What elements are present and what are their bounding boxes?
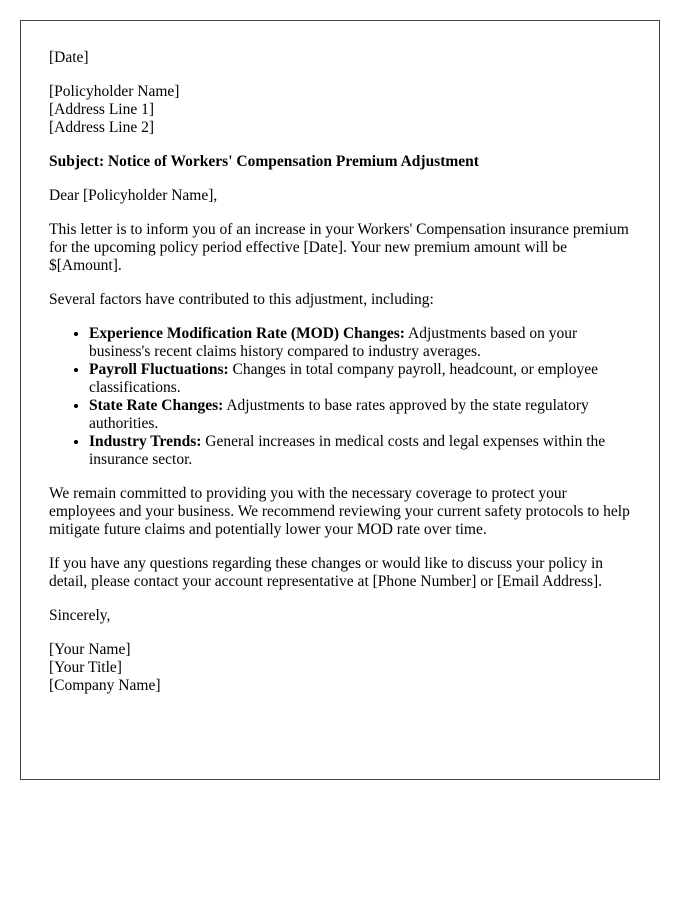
factor-text: General increases in medical costs and legal expenses within the insurance sector. — [89, 433, 606, 468]
factor-item-mod — [89, 325, 631, 361]
signature-name: [Your Name] — [49, 641, 131, 658]
factor-title: Industry Trends: — [89, 433, 202, 450]
factor-text: Adjustments based on your business's recent claims history compared to industry averages. — [89, 325, 578, 360]
factor-item-state-rate — [89, 397, 631, 433]
recipient-address — [49, 83, 631, 137]
factor-item-payroll — [89, 361, 631, 397]
factors-intro: Several factors have contributed to this adjustment, including: — [49, 291, 434, 308]
letter-date: [Date] — [49, 49, 89, 66]
factors-list — [49, 325, 631, 469]
signature-company: [Company Name] — [49, 677, 161, 694]
recipient-address-line-2: [Address Line 2] — [49, 119, 155, 136]
letter-subject: Subject: Notice of Workers' Compensation Premium Adjustment — [49, 153, 479, 170]
recipient-name: [Policyholder Name] — [49, 83, 180, 100]
factor-title: Payroll Fluctuations: — [89, 361, 229, 378]
signature-block — [49, 641, 631, 695]
letter-closing: Sincerely, — [49, 607, 111, 624]
commitment-paragraph: We remain committed to providing you with the necessary coverage to protect your employees and your business. We recommend reviewing your current safety protocols to help mitigate future claims and potentially lower your MOD rate over time. — [49, 485, 630, 538]
factor-title: State Rate Changes: — [89, 397, 224, 414]
letter-salutation: Dear [Policyholder Name], — [49, 187, 218, 204]
letter-page — [20, 20, 660, 780]
factor-title: Experience Modification Rate (MOD) Changes: — [89, 325, 405, 342]
factor-text: Changes in total company payroll, headcount, or employee classifications. — [89, 361, 598, 396]
recipient-address-line-1: [Address Line 1] — [49, 101, 155, 118]
intro-paragraph: This letter is to inform you of an increase in your Workers' Compensation insurance premium for the upcoming policy period effective [Date]. Your new premium amount will be $[Amount]. — [49, 221, 629, 274]
factor-text: Adjustments to base rates approved by the state regulatory authorities. — [89, 397, 589, 432]
factor-item-industry — [89, 433, 631, 469]
signature-title: [Your Title] — [49, 659, 122, 676]
contact-paragraph: If you have any questions regarding these changes or would like to discuss your policy in detail, please contact your account representative at [Phone Number] or [Email Address]. — [49, 555, 604, 590]
